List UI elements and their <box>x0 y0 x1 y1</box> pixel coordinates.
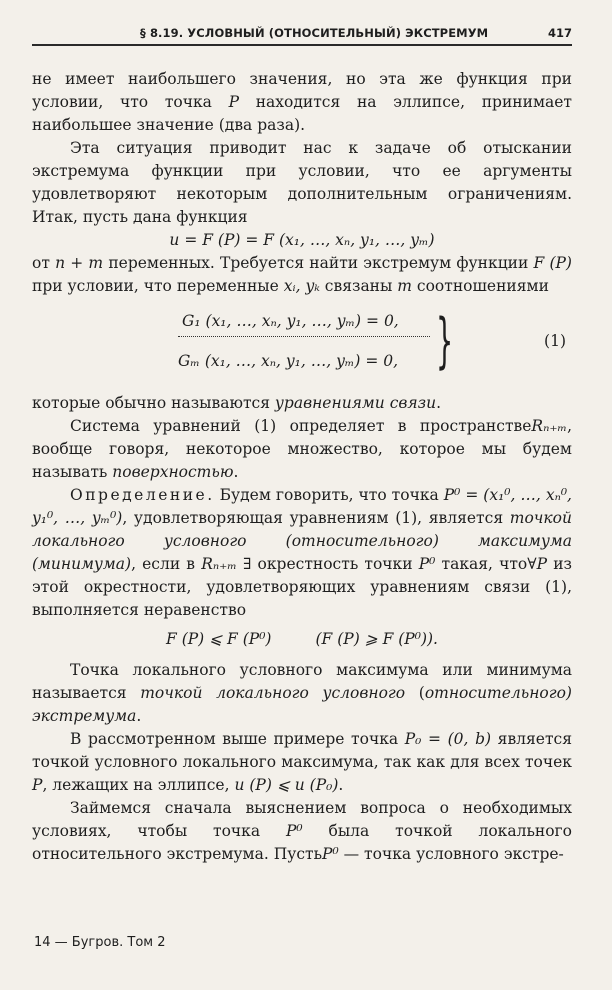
constraint-equation-first: G₁ (x₁, …, xₙ, y₁, …, yₘ) = 0, <box>182 312 399 330</box>
page-footer: 14 — Бугров. Том 2 <box>34 935 166 950</box>
dotted-separator <box>178 332 430 337</box>
paragraph-4: которые обычно называются уравнениями связи. <box>32 394 442 412</box>
paragraph-9: Займемся сначала выяснением вопроса о необходимых условиях, чтобы точка P⁰ была точкой локального относительного экстремума. ПустьP⁰ — точка условного экстре- <box>32 799 572 863</box>
definition-label: Определение. <box>70 486 215 504</box>
paragraph-2: Эта ситуация приводит нас к задаче об отыскании экстремума функции при условии, что ее аргументы удовлетворяют некоторым дополнительным ограничениям. Итак, пусть дана функция <box>32 139 572 226</box>
definition-paragraph: Определение. Будем говорить, что точка P⁰ = (x₁⁰, …, xₙ⁰, y₁⁰, …, yₘ⁰), удовлетворяющая уравнениям (1), является точкой локального условного (относительного) максимума (минимума), если в Rₙ₊ₘ ∃ окрестность точки P⁰ такая, что∀P из этой окрестности, удовлетворяющих уравнениям связи (1), выполняется неравенство <box>32 486 572 619</box>
body-text <box>32 68 572 866</box>
paragraph-7: Точка локального условного максимума или минимума называется точкой локального условного (относительного) экстремума. <box>32 661 572 725</box>
paragraph-8: В рассмотренном выше примере точка P₀ = (0, b) является точкой условного локального максимума, так как для всех точек P, лежащих на эллипсе, u (P) ⩽ u (P₀). <box>32 730 573 794</box>
paragraph-1: не имеет наибольшего значения, но эта же функция при условии, что точка P находится на эллипсе, принимает наибольшее значение (два раза). <box>32 70 572 134</box>
running-header <box>32 22 572 46</box>
paragraph-3: от n + m переменных. Требуется найти экстремум функции F (P) при условии, что переменные xᵢ, yₖ связаны m соотношениями <box>32 254 572 295</box>
formula-u: u = F (P) = F (x₁, …, xₙ, y₁, …, yₘ) <box>169 231 435 249</box>
constraint-system <box>32 302 572 390</box>
section-title: § 8.19. УСЛОВНЫЙ (ОТНОСИТЕЛЬНЫЙ) ЭКСТРЕМУМ <box>140 26 489 40</box>
equation-number: (1) <box>544 332 566 350</box>
constraint-equation-last: Gₘ (x₁, …, xₙ, y₁, …, yₘ) = 0, <box>178 352 399 370</box>
inequality-formula: F (P) ⩽ F (P⁰) (F (P) ⩾ F (P⁰)). <box>166 630 438 648</box>
right-brace-icon: } <box>436 306 454 376</box>
page-number: 417 <box>547 26 572 40</box>
paragraph-5: Система уравнений (1) определяет в пространствеRₙ₊ₘ, вообще говоря, некоторое множество, которое мы будем называть поверхностью. <box>32 417 572 481</box>
